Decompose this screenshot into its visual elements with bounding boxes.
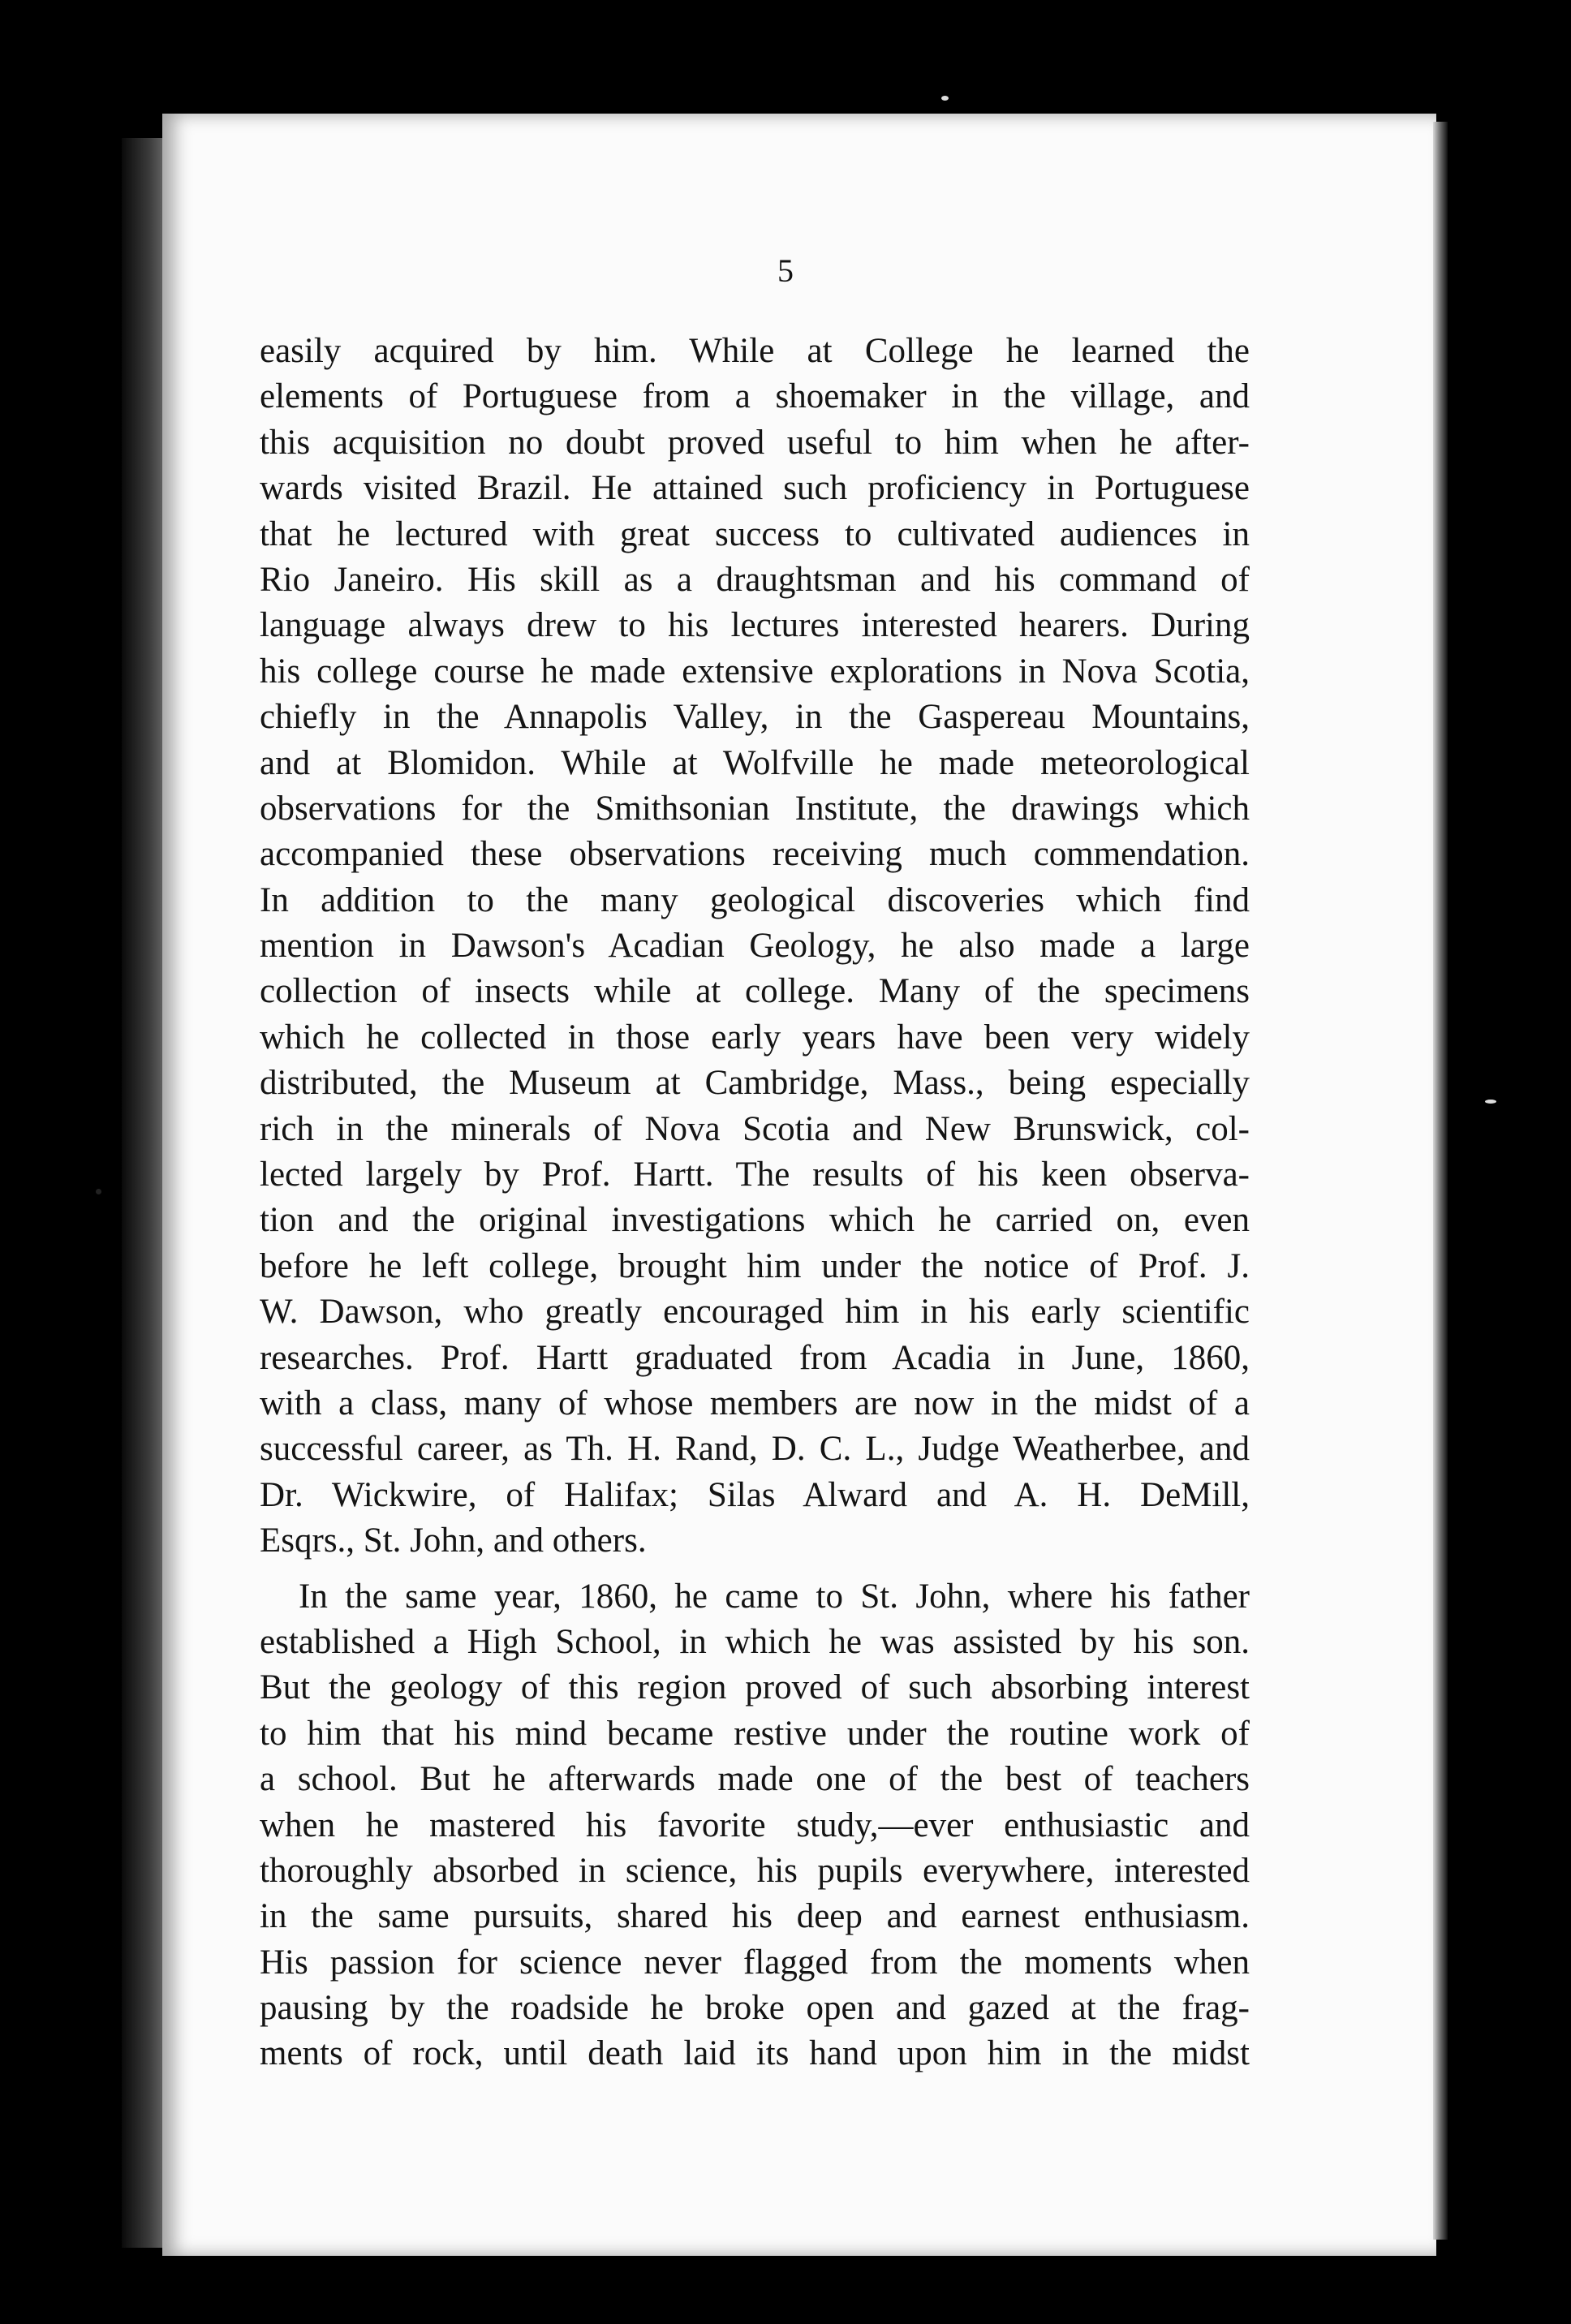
scan-speck (941, 96, 949, 101)
page-number: 5 (777, 252, 794, 289)
text-line: pausing by the roadside he broke open and gazed at the frag- (260, 1989, 1250, 2028)
text-line: which he collected in those early years have been very widely (260, 1018, 1250, 1057)
text-line: collection of insects while at college. Many of the specimens (260, 972, 1250, 1011)
text-line: successful career, as Th. H. Rand, D. C. L., Judge Weatherbee, and (260, 1430, 1250, 1469)
text-line: But the geology of this region proved of such absorbing interest (260, 1668, 1250, 1707)
text-line: tion and the original investigations which he carried on, even (260, 1201, 1250, 1240)
text-line: In addition to the many geological discoveries which find (260, 880, 1250, 919)
text-line: observations for the Smithsonian Institute, the drawings which (260, 789, 1250, 828)
page-edge (1433, 122, 1448, 2240)
text-line: Dr. Wickwire, of Halifax; Silas Alward and A. H. DeMill, (260, 1475, 1250, 1514)
text-line: lected largely by Prof. Hartt. The results of his keen observa- (260, 1156, 1250, 1194)
scan-speck (1485, 1100, 1496, 1104)
text-line: distributed, the Museum at Cambridge, Mass., being especially (260, 1064, 1250, 1103)
text-line: elements of Portuguese from a shoemaker in the village, and (260, 377, 1250, 416)
text-line: his college course he made extensive explorations in Nova Scotia, (260, 652, 1250, 691)
text-line: rich in the minerals of Nova Scotia and New Brunswick, col- (260, 1109, 1250, 1148)
text-line: this acquisition no doubt proved useful to him when he after- (260, 423, 1250, 462)
text-line: Esqrs., St. John, and others. (260, 1521, 647, 1560)
text-line: chiefly in the Annapolis Valley, in the Gaspereau Mountains, (260, 698, 1250, 737)
text-line: easily acquired by him. While at College he learned the (260, 332, 1250, 370)
paragraph-1 (260, 329, 1250, 1564)
text-line: accompanied these observations receiving much commendation. (260, 835, 1250, 874)
text-line: to him that his mind became restive under the routine work of (260, 1714, 1250, 1753)
text-line: established a High School, in which he was assisted by his son. (260, 1622, 1250, 1661)
text-line: His passion for science never flagged from the moments when (260, 1943, 1250, 1982)
text-line: mention in Dawson's Acadian Geology, he also made a large (260, 927, 1250, 966)
text-line: ments of rock, until death laid its hand upon him in the midst (260, 2034, 1250, 2073)
text-line: and at Blomidon. While at Wolfville he made meteorological (260, 743, 1250, 782)
text-line: researches. Prof. Hartt graduated from Acadia in June, 1860, (260, 1338, 1250, 1377)
text-line: Rio Janeiro. His skill as a draughtsman and his command of (260, 560, 1250, 599)
text-line: thoroughly absorbed in science, his pupils everywhere, interested (260, 1851, 1250, 1890)
text-line: that he lectured with great success to cultivated audiences in (260, 514, 1250, 553)
body-text (260, 329, 1250, 2077)
text-line: a school. But he afterwards made one of the best of teachers (260, 1760, 1250, 1799)
paragraph-gap (260, 1564, 1250, 1574)
text-line: with a class, many of whose members are now in the midst of a (260, 1384, 1250, 1422)
text-line: language always drew to his lectures interested hearers. During (260, 606, 1250, 645)
text-line: wards visited Brazil. He attained such proficiency in Portuguese (260, 469, 1250, 508)
text-line: before he left college, brought him under the notice of Prof. J. (260, 1246, 1250, 1285)
text-line: In the same year, 1860, he came to St. John, where his father (299, 1577, 1250, 1616)
scan-speck (96, 1189, 101, 1194)
text-line: W. Dawson, who greatly encouraged him in his early scientific (260, 1293, 1250, 1332)
text-line: in the same pursuits, shared his deep and earnest enthusiasm. (260, 1897, 1250, 1936)
paragraph-2 (260, 1574, 1250, 2077)
text-line: when he mastered his favorite study,—ever enthusiastic and (260, 1805, 1250, 1844)
